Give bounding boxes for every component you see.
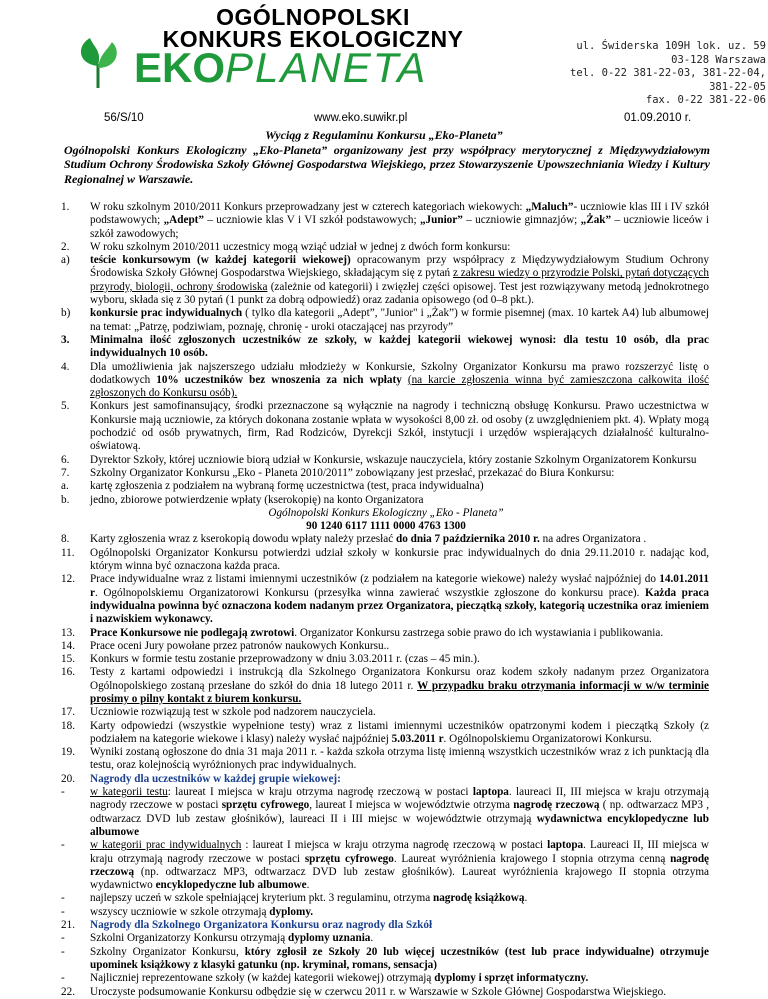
item-text: Szkolni Organizatorzy Konkursu otrzymają [90,932,289,945]
document-title: Wyciąg z Regulaminu Konkursu „Eko-Planeta” [265,128,503,142]
address-line: 03-128 Warszawa [671,53,766,66]
item-marker: 22. [61,985,75,998]
item-text: Ogólnopolski Organizator Konkursu potwierdzi udział szkoły w konkursie prac indywidualnych do dnia 29.11.2010 r. nadając kod, którym winna być oznaczona każda praca. [90,546,709,573]
item-text: Karty odpowiedzi (wszystkie wypełnione testy) wraz z listami imiennymi uczestników opatrzonymi kodem i pieczątką Szkoły (z podziałem na kategorie wiekowe i klasy) należy wysłać najpóźniej [90,719,709,745]
item-marker: 7. [61,466,70,479]
item-text: najlepszy uczeń w szkole spełniającej kryterium pkt. 3 regulaminu, otrzyma [90,892,433,905]
list-item [63,334,709,361]
section-heading: Nagrody dla uczestników w każdej grupie wiekowej: [90,772,341,785]
item-marker: 18. [61,719,75,732]
item-text: Szkolny Organizator Konkursu „Eko - Planeta 2010/2011” zobowiązany jest przesłać, przekazać do Biura Konkursu: [90,466,615,479]
item-underline: z zakresu wiedzy o przyrodzie Polski, pytań dotyczących przyrody, biologii, ochrony środowiska [90,267,709,293]
item-text: . Ogólnopolskiemu Organizatorowi Konkursu. [443,732,652,745]
logo-line-2: KONKURS EKOLOGICZNY [162,26,464,52]
item-bold: Prace Konkursowe nie podlegają zwrotowi [90,626,295,639]
list-item [63,254,709,307]
item-text: Uczniowie rozwiązują test w szkole pod nadzorem nauczyciela. [90,706,376,719]
item-bold: dyplomy uznania [288,932,371,945]
list-item [63,467,709,480]
logo-wordmark [134,46,514,90]
item-text: Najliczniej reprezentowane szkoły (w każdej kategorii wiekowej) otrzymają [90,972,435,985]
item-marker: 19. [61,746,75,759]
item-text: ( tylko dla kategorii „Adept”, "Junior" i „Żak”) w formie pisemnej (max. 10 kartek A4) lub albumowej na temat: „Patrzę, podziwiam, poznaję, chronię - uroki otaczającej nas przyrody” [90,307,710,333]
item-marker: 15. [61,653,75,666]
item-bold: dyplomy. [269,905,314,918]
item-text: . Laureaci II, III miejsca w kraju otrzymają nagrody rzeczowe w postaci [90,839,709,865]
item-text: na adres Organizatora . [539,533,647,546]
address-line: fax. 0-22 381-22-06 [645,94,766,107]
item-text: Prace indywidualne wraz z listami imiennymi uczestników (z podziałem na kategorie wiekowe) należy wysłać najpóźniej do [90,573,660,586]
item-bold: nagrodę rzeczową [513,799,600,812]
item-text: : laureat I miejsca w kraju otrzyma nagrodę rzeczową w postaci [167,786,473,799]
list-item [63,773,709,786]
item-bold: „Adept” [163,214,204,227]
item-text: , laureat I miejsca w województwie otrzyma [309,799,514,812]
item-text: . Organizator Konkursu zastrzega sobie prawo do ich wystawiania i publikowania. [294,626,664,639]
list-item [63,932,709,945]
item-bold: który zgłosił ze Szkoły 20 lub więcej uczestników (test lub prace indywidualne) otrzymuje upominek książkowy z klasyki gatunku (np. kryminał, romans, sensacja) [90,945,709,971]
item-bold: dyplomy i sprzęt informatyczny. [434,972,589,985]
item-text: (zależnie od kategorii) i zwięzłej części opisowej. Test jest rozwiązywany metodą jednokrotnego wyboru, składa się z 30 pytań (1 punkt za dobrą odpowiedź) oraz zadania opisowego (od 0–8 pkt.). [90,280,709,307]
item-bold: nagrodę rzeczową [90,852,710,878]
item-text: : laureat I miejsca w kraju otrzyma nagrodę rzeczową w postaci [241,839,548,852]
item-marker: 12. [61,573,75,586]
list-item [63,906,709,919]
list-item [63,494,709,507]
item-text: opracowanym przy współpracy z Międzywydziałowym Studium Ochrony Środowiska Szkoły Głównej Gospodarstwa Wiejskiego, składającym się z pytań [90,254,709,280]
list-item [63,307,709,334]
item-text: jedno, zbiorowe potwierdzenie wpłaty (kserokopię) na konto Organizatora [90,493,424,506]
list-item [63,653,709,666]
item-marker: 13. [61,626,75,639]
item-marker: b. [61,493,70,506]
item-marker: b) [61,307,71,320]
tree-icon [72,34,124,90]
item-text: . [524,892,528,905]
list-item [63,241,709,254]
organizer-address [524,40,766,108]
reference-number: 56/S/10 [104,112,144,124]
item-bold: Każda praca indywidualna powinna być oznaczona kodem nadanym przez Organizatora, pieczątką szkoły, kategorią uczestnika oraz imieniem i nazwiskiem wykonawcy. [90,586,710,626]
item-text: Dla umożliwienia jak najszerszego udziału młodzieży w Konkursie, Szkolny Organizator Konkursu ma prawo rozszerzyć listę o dodatkowych [90,360,709,386]
item-text: Konkurs jest samofinansujący, środki przeznaczone są wyłącznie na nagrody i techniczną obsługę Konkursu. Prawo uczestnictwa w Konkursie mają uczniowie, za których dokonana zostanie wpłata w wysokości 8,00 zł. od osoby (z uwzględnieniem pkt. 4). Wpłaty mogą pochodzić od osób prywatnych, firm, Rad Rodziców, Dyrekcji Szkół, instytucji i urzędów wspierających działalność kulturalno-oświatową. [90,400,709,453]
item-text: (np. odtwarzacz MP3, odtwarzacz DVD lub zestaw głośników). Laureat wyróżnienia krajowego II stopnia otrzyma wydawnictwo [90,865,709,892]
item-marker: - [61,892,65,905]
document-date: 01.09.2010 r. [624,112,692,124]
contest-logo [118,4,508,90]
item-bold: encyklopedyczne lub albumowe [155,879,307,892]
list-item [63,746,709,773]
list-item [63,919,709,932]
list-item [63,201,709,241]
item-text: Prace oceni Jury powołane przez patronów naukowych Konkursu.. [90,639,390,652]
list-item [63,666,709,706]
item-marker: 16. [61,666,75,679]
item-text: Dyrektor Szkoły, której uczniowie biorą udział w Konkursie, wskazuje nauczyciela, który zostanie Szkolnym Organizatorem Konkursu [90,453,697,466]
account-name: Ogólnopolski Konkurs Ekologiczny „Eko - Planeta” [268,506,504,519]
item-text: - uczniowie klas III i IV szkół podstawowych; [90,201,709,227]
item-bold: 5.03.2011 r [391,732,444,745]
list-item [63,986,709,999]
item-bold: laptopa [547,839,584,852]
item-text: Uroczyste podsumowanie Konkursu odbędzie się w czerwcu 2011 r. w Warszawie w Szkole Głównej Gospodarstwa Wiejskiego. [90,985,667,998]
item-marker: 2. [61,240,70,253]
section-heading: Nagrody dla Szkolnego Organizatora Konkursu oraz nagrody dla Szkół [90,919,433,932]
intro-paragraph: Ogólnopolski Konkurs Ekologiczny „Eko-Planeta” organizowany jest przy współpracy merytorycznej z Międzywydziałowym Studium Ochrony Środowiska Szkoły Głównej Gospodarstwa Wiejskiego, przez Stowarzyszenie Upowszechniania Wiedzy i Kultury Regionalnej w Warszawie. [64,143,710,186]
item-text: Karty zgłoszenia wraz z kserokopią dowodu wpłaty należy przesłać [90,533,396,546]
item-bold: „Maluch” [525,201,574,213]
item-bold: wydawnictwa encyklopedyczne lub albumowe [90,812,709,838]
item-underline: w kategorii testu [90,786,168,799]
item-text: Testy z kartami odpowiedzi i instrukcją dla Szkolnego Organizatora Konkursu oraz kodem szkoły nadanym przez Organizatora Ogólnopolskiego zostaną przesłane do szkół do dnia 18 lutego 2011 r. [90,666,709,692]
item-bold: do dnia 7 października 2010 r. [395,533,540,546]
list-item [63,454,709,467]
item-marker: - [61,839,65,852]
item-text: Wyniki zostaną ogłoszone do dnia 31 maja 2011 r. - każda szkoła otrzyma listę imienną wszystkich uczestników wraz z ich punktacją dla testu, oraz kolejnością wyróżnionych prac indywidualnych. [90,746,709,772]
item-marker: - [61,905,65,918]
item-marker: 3. [61,333,70,346]
item-text: W roku szkolnym 2010/2011 Konkurs przeprowadzany jest w czterech kategoriach wiekowych: [90,201,526,213]
regulations-list [63,201,709,999]
item-underline: (na karcie zgłoszenia winna być zamieszczona całkowita ilość zgłoszonych do Konkursu osób). [90,373,709,400]
logo-planeta: PLANETA [225,44,428,91]
item-marker: 11. [61,546,75,559]
list-item [63,720,709,747]
item-marker: 21. [61,919,75,932]
list-item [63,533,709,546]
list-item [63,892,709,905]
item-bold: konkursie prac indywidualnych [90,307,243,320]
item-marker: 6. [61,453,70,466]
address-line: tel. 0-22 381-22-03, 381-22-04, [570,67,766,80]
item-bold: Minimalna ilość zgłoszonych uczestników ze szkoły, w każdej kategorii wiekowej wynosi: dla testu 10 osób, dla prac indywidualnych 10 osób. [90,333,709,360]
item-text: . laureaci II, III miejsca w kraju otrzymają nagrody rzeczowe w postaci [90,786,709,812]
item-text: – uczniowie liceów i szkół zawodowych; [90,214,710,240]
item-text: – uczniowie gimnazjów; [462,214,581,227]
item-marker: - [61,932,65,945]
item-text: W roku szkolnym 2010/2011 uczestnicy mogą wziąć udział w jednej z dwóch form konkursu: [90,240,511,253]
logo-line-1: OGÓLNOPOLSKI [216,4,410,30]
item-text: wszyscy uczniowie w szkole otrzymają [90,905,270,918]
list-item [63,786,709,839]
item-bold: 14.01.2011 r [90,573,709,599]
item-marker: 4. [61,360,70,373]
item-marker: 17. [61,706,75,719]
address-line: ul. Świderska 109H lok. uz. 59 [576,40,766,52]
item-text: . Laureat wyróżnienia krajowego I stopnia otrzyma cenną [393,852,671,865]
list-item [63,640,709,653]
list-item [63,627,709,640]
list-item [63,400,709,453]
item-bold: teście konkursowym (w każdej kategorii wiekowej) [90,254,351,267]
list-item [63,573,709,626]
item-bold: „Junior” [419,214,463,227]
item-text: . Ogólnopolskiemu Organizatorowi Konkursu (przesyłka winna zawierać wszystkie zgłoszone do konkursu prace). [94,586,640,599]
website-link[interactable]: www.eko.suwikr.pl [314,112,408,124]
item-bold: laptopa [472,786,509,799]
list-item [63,706,709,719]
item-bold-underline: W przypadku braku otrzymania informacji w w/w terminie prosimy o pilny kontakt z biurem konkursu. [90,679,709,705]
item-marker: 20. [61,772,75,785]
list-item [63,480,709,493]
item-text: Szkolny Organizator Konkursu, [90,945,245,958]
item-bold: nagrodę książkową [432,892,525,905]
item-text: ( np. odtwarzacz MP3 , odtwarzacz DVD lub zestaw głośników), laureaci II i III miejsc w województwie otrzymają [90,799,709,825]
item-bold: sprzętu cyfrowego [304,852,394,865]
item-text: . [370,932,374,945]
list-item [63,547,709,574]
item-text: – uczniowie klas V i VI szkół podstawowych; [203,214,420,227]
item-marker: a) [61,254,70,267]
item-marker: a. [61,480,69,493]
item-marker: 5. [61,400,70,413]
address-line: 381-22-05 [709,80,766,93]
item-text: Konkurs w formie testu zostanie przeprowadzony w dniu 3.03.2011 r. (czas – 45 min.). [90,653,480,666]
list-item [63,972,709,985]
list-item [63,946,709,973]
item-marker: 8. [61,533,70,546]
item-text: . [306,879,310,892]
item-bold: 10% uczestników bez wnoszenia za nich wpłaty [156,373,402,386]
item-marker: 1. [61,201,70,213]
account-number: 90 1240 6117 1111 0000 4763 1300 [306,520,466,533]
item-underline: w kategorii prac indywidualnych [90,839,242,852]
item-marker: 14. [61,639,75,652]
logo-eko: EKO [134,44,226,91]
item-marker: - [61,786,65,799]
item-bold: „Żak” [580,214,612,227]
item-text: kartę zgłoszenia z podziałem na wybraną formę uczestnictwa (test, praca indywidualna) [90,480,484,493]
list-item [63,361,709,401]
list-item [63,839,709,892]
item-bold: sprzętu cyfrowego [221,799,310,812]
item-marker: - [61,972,65,985]
item-marker: - [61,945,65,958]
